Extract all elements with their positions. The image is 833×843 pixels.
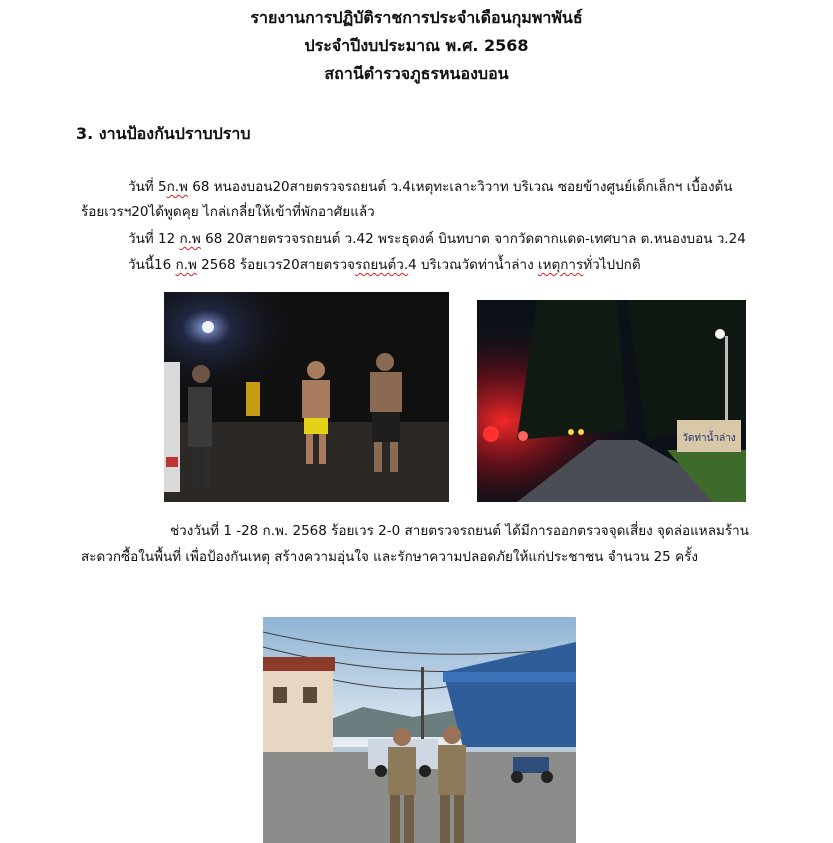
paragraph-2 [128,228,746,250]
text-run: วันที่ 12 [128,231,180,247]
text-run: ก.พ [175,257,197,273]
paragraph-3 [128,254,641,276]
paragraph-1-line-1 [128,176,733,198]
text-run: 2568 ร้อยเวร20สายตรวจ [196,257,355,273]
text-run: วันนี้16 [128,257,176,273]
text-run: 68 หนองบอน20สายตรวจรถยนต์ ว.4เหตุทะเลาะวิวาท บริเวณ ซอยข้างศูนย์เด็กเล็กฯ เบื้องต้น [187,179,733,195]
night-patrol-illustration [164,292,449,502]
paragraph-1-line-2: ร้อยเวรฯ20ได้พูดคุย ไกล่เกลี่ยให้เข้าที่พักอาศัยแล้ว [81,204,375,220]
section-heading: 3. งานป้องกันปราบปราบ [76,124,251,143]
text-run: 68 20สายตรวจรถยนต์ ว.42 พระธุดงค์ บินทบาต จากวัดตากแดด-เทศบาล ต.หนองบอน ว.24 [200,231,746,247]
text-run: ก.พ [166,179,188,195]
text-run: เหตุการ [537,257,584,273]
station-name: สถานีตำรวจภูธรหนองบอน [324,64,509,83]
temple-road-photo [477,300,746,502]
temple-sign-text: วัดท่าน้ำล่าง [682,433,736,444]
text-run: 4 บริเวณวัดท่าน้ำล่าง [408,257,538,273]
text-run: วันที่ 5 [128,179,167,195]
text-run: ทั่วไปปกติ [583,257,641,273]
daytime-patrol-illustration [263,617,576,843]
night-patrol-photo [164,292,449,502]
text-run: ก.พ [179,231,201,247]
temple-road-illustration [477,300,746,502]
report-title: รายงานการปฏิบัติราชการประจำเดือนกุมพาพันธ์ [250,8,583,27]
daytime-patrol-photo [263,617,576,843]
paragraph-4-line-1: ช่วงวันที่ 1 -28 ก.พ. 2568 ร้อยเวร 2-0 สายตรวจรถยนต์ ได้มีการออกตรวจจุดเสี่ยง จุดล่อแหลมร้าน [170,523,749,539]
paragraph-4-line-2: สะดวกซื้อในพื้นที่ เพื่อป้องกันเหตุ สร้างความอุ่นใจ และรักษาความปลอดภัยให้แก่ประชาชน จำนวน 25 ครั้ง [81,549,698,565]
text-run: รถยนต์ว. [354,257,409,273]
fiscal-year-line: ประจำปีงบประมาณ พ.ศ. 2568 [304,36,529,55]
